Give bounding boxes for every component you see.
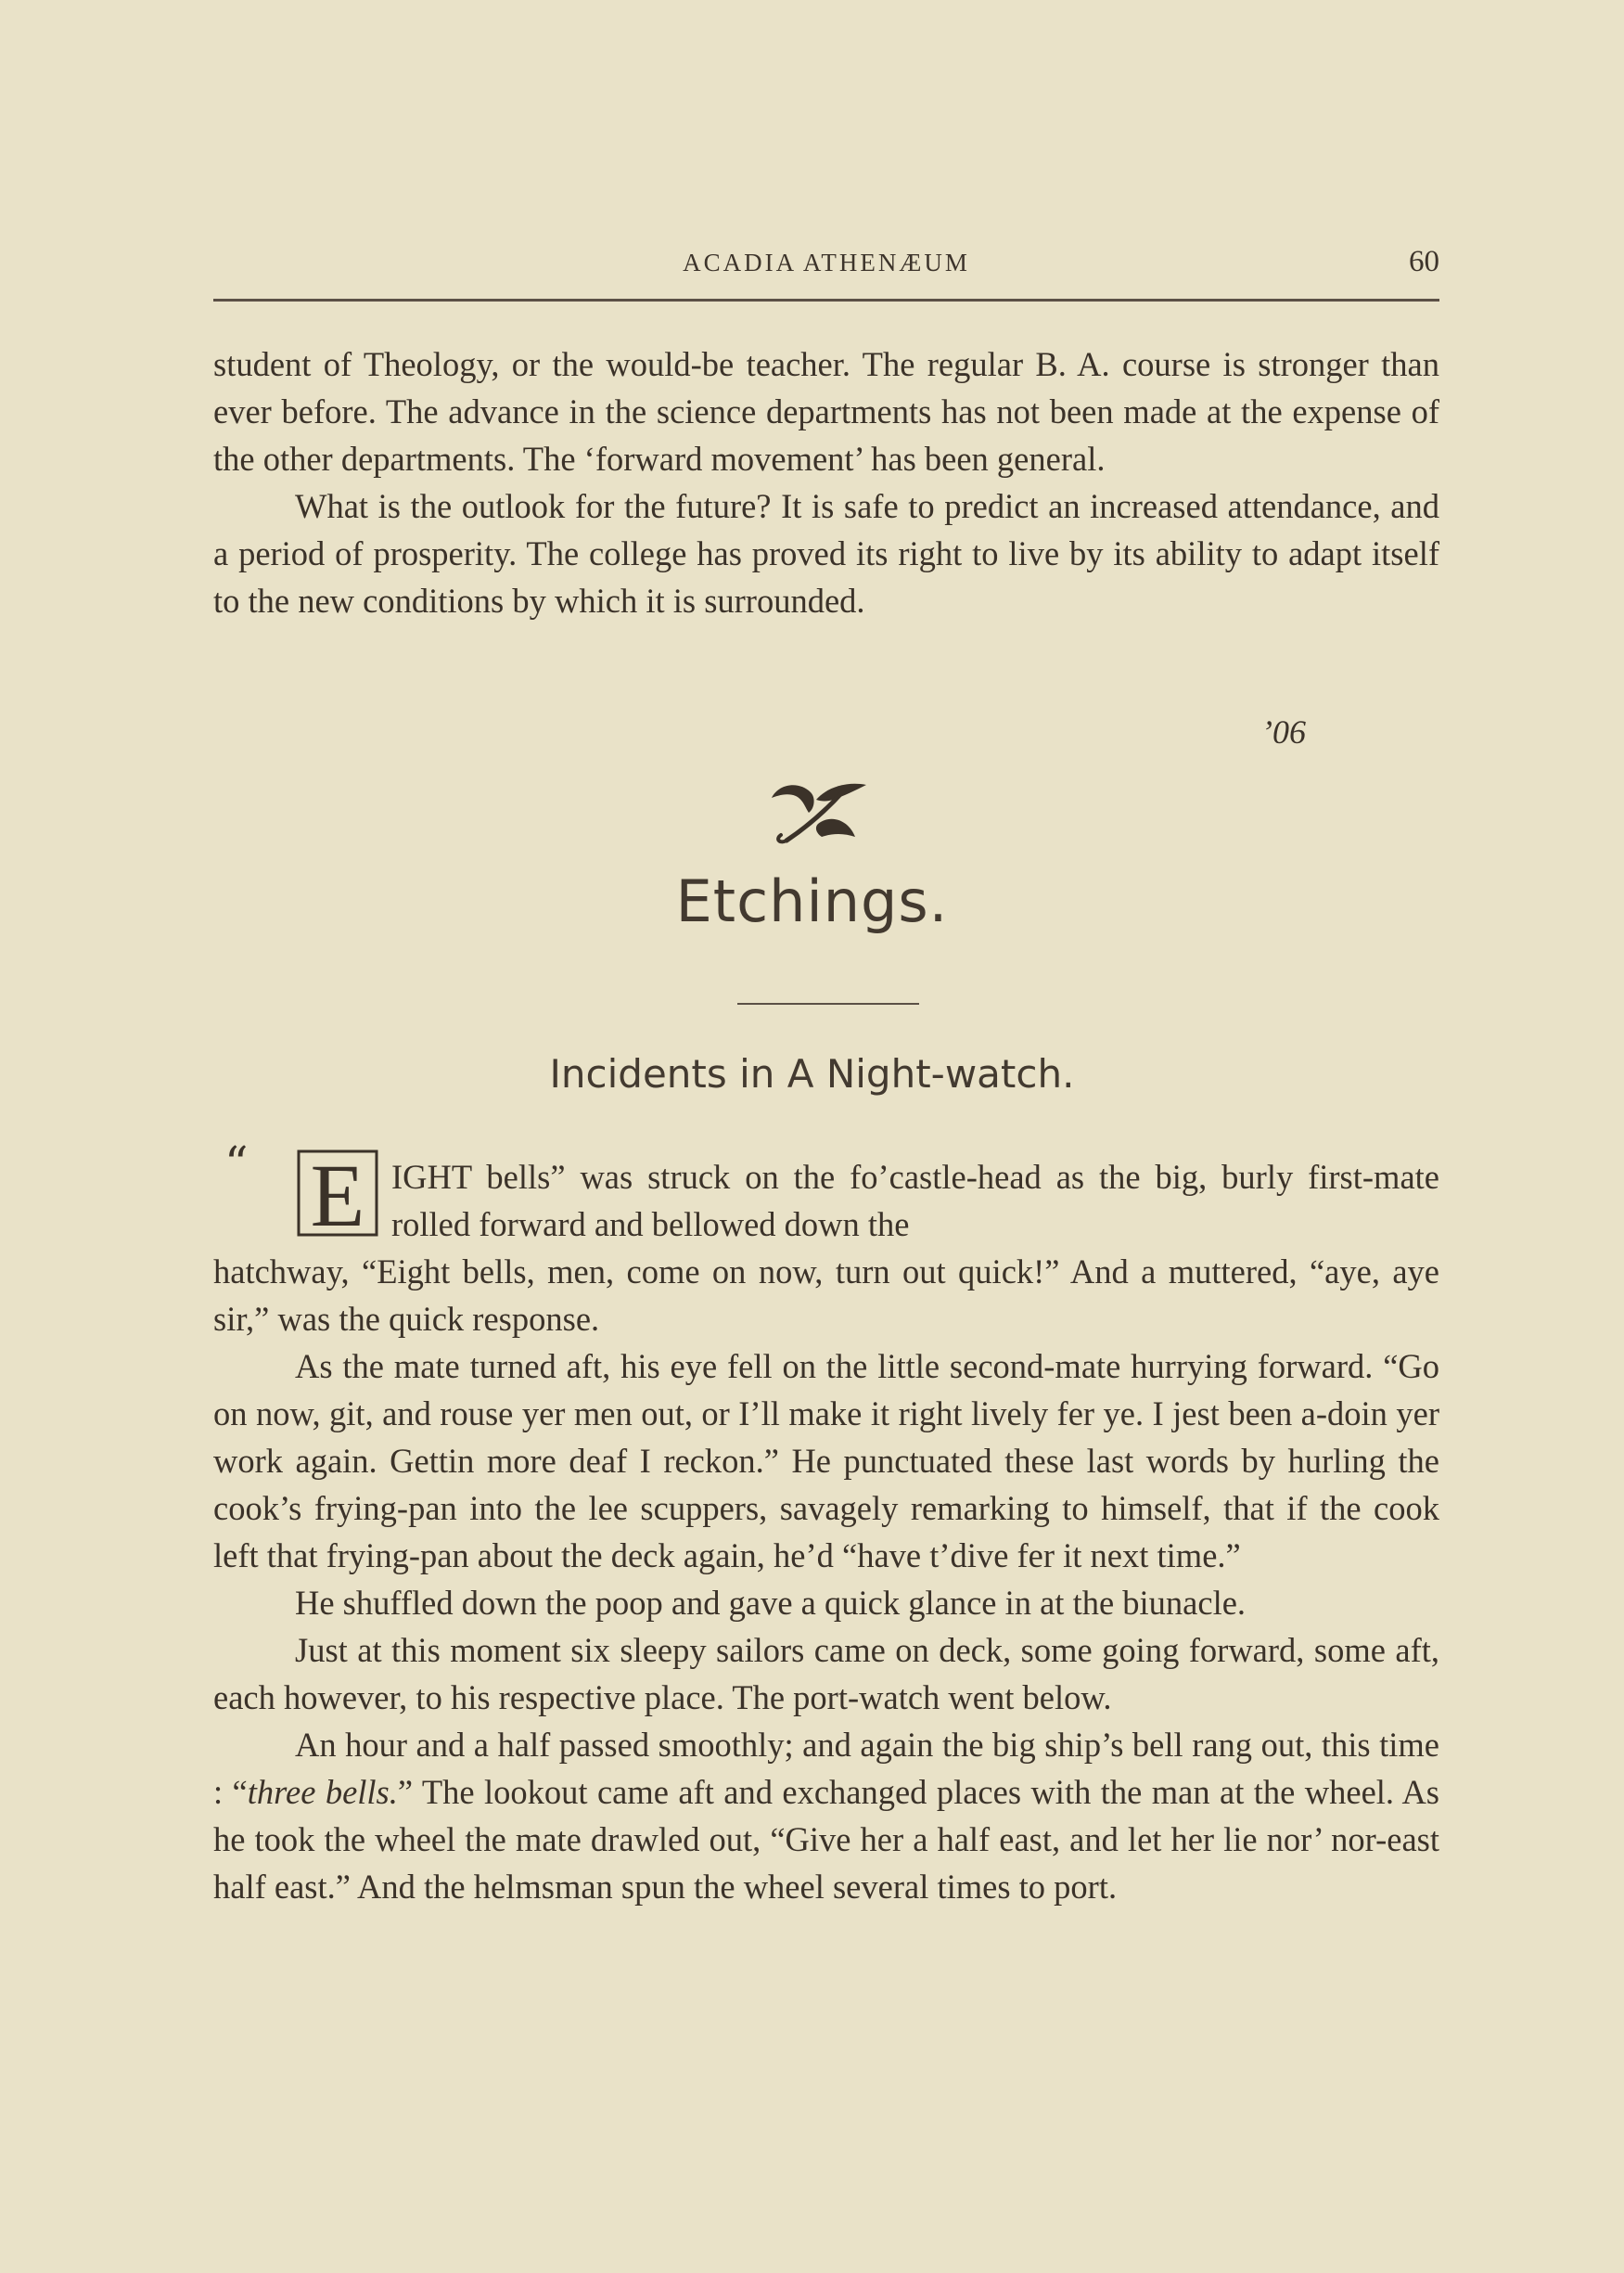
italic-phrase: three bells.	[247, 1773, 398, 1811]
drop-cap-initial	[295, 1148, 380, 1239]
running-title: ACADIA ATHENÆUM	[683, 249, 970, 276]
section-title: Etchings.	[675, 867, 949, 935]
fleuron-ornament-icon	[762, 772, 874, 851]
story-title: Incidents in A Night-watch.	[549, 1051, 1075, 1097]
running-head	[213, 243, 1439, 302]
text-run: ” The lookout came aft and exchanged places with the man at the wheel. As he took the wheel the mate drawled out, “Give her a half east, and let her lie nor’ nor-east half east.” And the helmsman spun the wheel several times to port.	[213, 1773, 1440, 1906]
page-number: 60	[1409, 245, 1439, 278]
paragraph: IGHT bells” was struck on the fo’castle-head as the big, burly first-mate rolled forward and bellowed down the	[391, 1158, 1439, 1243]
drop-cap-letter: E	[310, 1148, 365, 1239]
author-signature: ’06	[1261, 713, 1306, 751]
paragraph: He shuffled down the poop and gave a quick glance in at the biunacle.	[295, 1584, 1247, 1622]
paragraph: As the mate turned aft, his eye fell on the little second-mate hurrying forward. “Go on now, git, and rouse yer men out, or I’ll make it right lively fer ye. I jest been a-doin yer work again. Gettin more deaf I reckon.” He punctuated these last words by hurling the cook’s frying-pan into the lee scuppers, savagely remarking to himself, that if the cook left that frying-pan about the deck again, he’d “have t’dive fer it next time.”	[213, 1347, 1439, 1574]
story-opening-lines	[391, 1153, 1439, 1248]
paragraph	[213, 1721, 1439, 1910]
title-divider	[737, 1003, 919, 1005]
paragraph: hatchway, “Eight bells, men, come on now, turn out quick!” And a muttered, “aye, aye sir,” was the quick response.	[213, 1252, 1439, 1338]
paragraph: student of Theology, or the would-be teacher. The regular B. A. course is stronger than ever before. The advance in the science departments has not been made at the expense of the other departments. The ‘forward movement’ has been general.	[213, 345, 1439, 478]
story-body	[213, 1248, 1439, 1910]
text-run: An hour and a half passed smoothly; and again the big ship’s bell rang out, this time : “	[213, 1726, 1439, 1811]
article-continuation	[213, 340, 1439, 624]
opening-quote-mark: “	[224, 1136, 249, 1190]
paragraph: Just at this moment six sleepy sailors came on deck, some going forward, some aft, each however, to his respective place. The port-watch went below.	[213, 1631, 1439, 1716]
paragraph: What is the outlook for the future? It is safe to predict an increased attendance, and a period of prosperity. The college has proved its right to live by its ability to adapt itself to the new conditions by which it is surrounded.	[213, 487, 1439, 620]
